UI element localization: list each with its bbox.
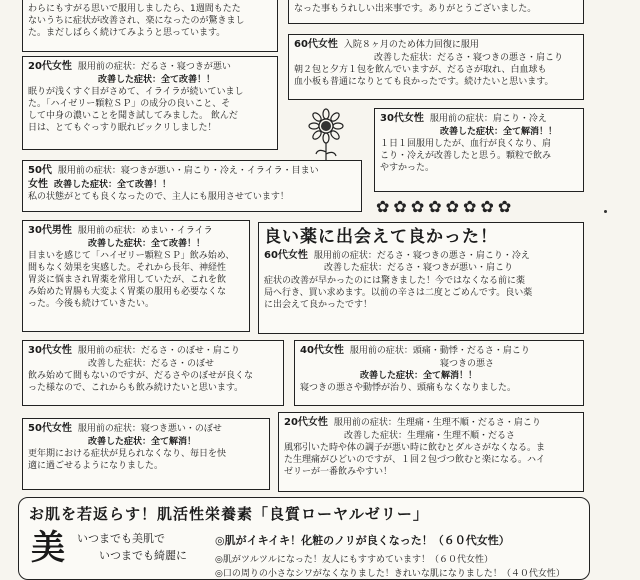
testimonial-50s-woman	[22, 160, 362, 212]
before-symptoms-cont: 寝つきの悪さ	[440, 358, 495, 369]
royal-jelly-banner	[18, 497, 590, 580]
testimonial-60s-woman	[288, 34, 584, 100]
before-symptoms: 服用前の症状：だるさ・寝つきの悪さ・肩こり・冷え	[313, 250, 530, 261]
testimonial-body: 眠りが浅くすぐ目がさめて、イライラが続いていまし た。「ハイゼリー顆粒ＳＰ」の成分の良いこと、そ して中身の濃いことを聞き試してみました。 飲んだ 日は、とてもぐっすり眠れビックリしました！	[28, 86, 244, 134]
testimonial-continued-right	[288, 0, 584, 24]
testimonial-30s-man	[22, 220, 250, 332]
after-symptoms: 改善した症状：全て解消！！	[360, 370, 478, 381]
testimonial-body: 飲み始めて間もないのですが、だるさやのぼせが良くな った様なので、これからも飲み続けたいと思います。	[28, 370, 254, 393]
text-line: た。まだしばらく続けてみようと思っています。	[28, 28, 226, 39]
after-symptoms: 改善した症状：全て改善！！	[88, 238, 206, 249]
testimonial-40s-woman	[294, 340, 584, 406]
age-label: 20代女性	[284, 417, 328, 428]
before-symptoms: 服用前の症状：肩こり・冷え	[429, 114, 547, 124]
testimonial-body: １日１回服用したが、血行が良くなり、肩 こり・冷えが改善したと思う。顆粒で飲み やすかった。	[380, 138, 552, 173]
after-symptoms: 改善した症状：全て改善！！	[54, 179, 172, 190]
testimonial-body: 寝つきの悪さや動悸が治り、頭痛もなくなりました。	[300, 382, 517, 393]
after-symptoms: 改善した症状：だるさ・寝つきの悪さ・肩こり	[374, 52, 564, 63]
testimonial-body: 症状の改善が早かったのには驚きました！今ではなくなる前に薬 局へ行き、買い求めます。以前の辛さは二度とごめんです。良い薬 に出会えて良かったです！	[264, 275, 533, 310]
text-line: なった事もうれしい出来事です。ありがとうございました。	[294, 4, 537, 14]
after-symptoms: 改善した症状：全て改善！！	[98, 74, 216, 85]
beauty-character: 美	[31, 528, 65, 568]
flower-border-icon: ✿ ✿ ✿ ✿ ✿ ✿ ✿ ✿	[376, 197, 512, 216]
testimonial-30s-woman-left	[22, 340, 284, 406]
testimonial-20s-woman	[22, 56, 278, 150]
before-symptoms: 服用前の症状：だるさ・のぼせ・肩こり	[77, 346, 240, 356]
before-symptoms: 服用前の症状：生理痛・生理不順・だるさ・肩こり	[333, 418, 541, 428]
featured-testimonial	[258, 222, 584, 334]
age-label: 30代男性	[28, 225, 72, 236]
age-label: 40代女性	[300, 345, 344, 356]
testimonial-body: 更年期における症状が見られなくなり、毎日を快 適に過ごせるようになりました。	[28, 448, 227, 471]
after-symptoms: 改善した症状：全て解消！	[88, 436, 197, 447]
after-symptoms: 改善した症状：生理痛・生理不順・だるさ	[344, 430, 516, 441]
banner-title: お肌を若返らす！肌活性栄養素「良質ローヤルゼリー」	[29, 505, 429, 523]
after-symptoms: 改善した症状：だるさ・のぼせ	[88, 358, 215, 369]
banner-slogan-1: いつまでも美肌で	[77, 532, 165, 545]
after-symptoms: 改善した症状：全て解消！！	[440, 126, 558, 137]
banner-review-2: ◎肌がツルツルになった！友人にもすすめています！（６０代女性）	[215, 555, 493, 565]
age-label: 20代女性	[28, 61, 72, 72]
text-line: わらにもすがる思いで服用しましたら、1週間もたた	[28, 4, 241, 14]
gender-label: 女性	[28, 178, 48, 190]
before-symptoms: 服用前の症状：寝つき悪い・のぼせ	[77, 424, 222, 434]
age-label: 60代女性	[294, 39, 338, 50]
testimonial-20s-woman-2	[278, 412, 584, 492]
age-label: 30代女性	[28, 345, 72, 356]
sunflower-icon	[296, 108, 356, 160]
age-label: 50代女性	[28, 423, 72, 434]
scan-speck	[604, 210, 607, 213]
before-symptoms: 服用前の症状：だるさ・寝つきが悪い	[77, 62, 231, 72]
testimonial-body: 目まいを感じて「ハイゼリー顆粒ＳＰ」飲み始め、 間もなく効果を実感した。それから長年、神経性 胃炎に悩まされ胃薬を常用していたが、これを飲 み始めた胃腸も大変よく胃薬の服用も必要なくな った。今後も続けていきたい。	[28, 250, 235, 310]
before-symptoms: 服用前の症状：めまい・イライラ	[77, 226, 213, 236]
banner-review-1: ◎肌がイキイキ！化粧のノリが良くなった！（６０代女性）	[215, 534, 510, 547]
text-line: ないうちに症状が改善され、楽になったのが驚きまし	[28, 16, 245, 27]
banner-slogan-2: いつまでも綺麗に	[99, 549, 187, 562]
headline: 良い薬に出会えて良かった！	[264, 227, 498, 247]
age-label: 60代女性	[264, 249, 308, 261]
testimonial-continued-left	[22, 0, 278, 52]
age-label: 30代女性	[380, 113, 424, 124]
testimonial-30s-woman-right	[374, 108, 584, 192]
banner-review-3: ◎口の周りの小さなシワがなくなりました！きれいな肌になりました！（４０代女性）	[215, 569, 565, 579]
after-symptoms: 改善した症状：だるさ・寝つきが悪い・肩こり	[324, 263, 514, 274]
reason: 入院８ヶ月のため体力回復に服用	[343, 40, 479, 50]
testimonial-body: 私の状態がとても良くなったので、主人にも服用させています！	[28, 192, 289, 202]
testimonial-body: 風邪引いた時や体の調子が悪い時に飲むとダルさがなくなる。ま た生理痛がひどいのですが、１回２包づつ飲むと楽になる。ハイ ゼリーが一番飲みやすい！	[284, 442, 546, 477]
testimonial-50s-woman-2	[22, 418, 270, 490]
before-symptoms: 服用前の症状：頭痛・動悸・だるさ・肩こり	[349, 346, 530, 356]
age-label: 50代	[28, 165, 52, 176]
testimonial-body: 朝２包と夕方１包を飲んでいますが、だるさが取れ、白血球も 血小板も普通になりとても良かったです。続けたいと思います。	[294, 64, 554, 87]
before-symptoms: 服用前の症状：寝つきが悪い・肩こり・冷え・イライラ・目まい	[57, 166, 319, 176]
